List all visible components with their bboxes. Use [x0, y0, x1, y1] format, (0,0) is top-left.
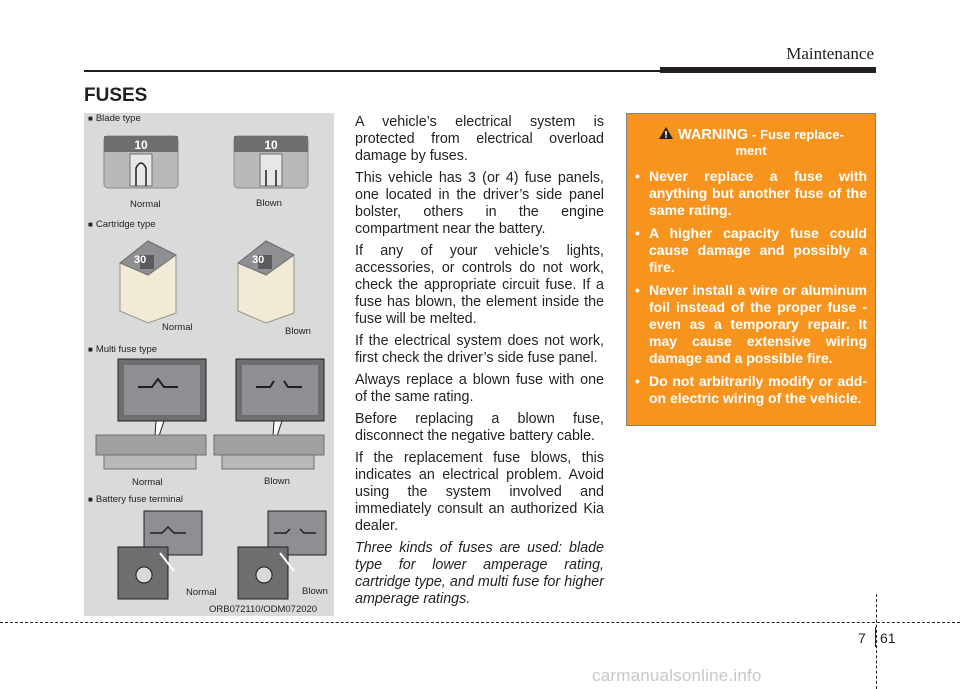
label-cartridge-normal: Normal: [162, 322, 193, 333]
label-blade-type: ■ Blade type: [88, 113, 141, 124]
blade-blown-value: 10: [264, 138, 278, 152]
blade-fuse-normal-image: [100, 132, 182, 194]
watermark-text: carmanualsonline.info: [592, 666, 762, 685]
label-multi-fuse-type: ■ Multi fuse type: [88, 344, 158, 355]
label-blade-normal: Normal: [130, 199, 161, 210]
cartridge-fuse-normal-image: [112, 233, 184, 325]
warning-box: [626, 113, 876, 426]
body-paragraph: This vehicle has 3 (or 4) fuse panels, one located in the driver’s side panel bolster, others in the engine compartment near the battery.: [355, 170, 604, 237]
body-paragraph: If any of your vehicle’s lights, accessories, or controls do not work, check the appropriate circuit fuse. If a fuse has blown, the element inside the fuse will be melted.: [355, 243, 604, 327]
label-battery-normal: Normal: [186, 587, 217, 598]
cartridge-blown-value: 30: [252, 254, 265, 266]
warning-item: • Never replace a fuse with anything but another fuse of the same rating.: [635, 168, 867, 219]
blade-normal-value: 10: [134, 138, 148, 152]
label-cartridge-blown: Blown: [285, 326, 311, 337]
header-bar: [660, 67, 876, 73]
body-paragraph: If the electrical system does not work, first check the driver’s side fuse panel.: [355, 333, 604, 366]
warning-list: [635, 168, 867, 407]
label-battery-blown: Blown: [302, 586, 328, 597]
page-number-separator: [875, 627, 876, 647]
body-italic-note: Three kinds of fuses are used: blade type for lower amperage rating, cartridge type, and multi fuse for higher amperage ratings.: [355, 540, 604, 607]
body-paragraph: If the replacement fuse blows, this indicates an electrical problem. Avoid using the system involved and immediately consult an authorized Kia dealer.: [355, 450, 604, 534]
warning-heading: [627, 126, 875, 159]
section-title: FUSES: [84, 85, 148, 106]
warning-item: • Never install a wire or aluminum foil instead of the proper fuse - even as a temporary repair. It may cause extensive wiring damage and a possible fire.: [635, 282, 867, 367]
multi-fuse-blown-image: [212, 357, 326, 477]
blade-fuse-blown-image: [230, 132, 312, 194]
footer-dashed-line: [0, 622, 960, 623]
cartridge-fuse-blown-image: [230, 233, 302, 325]
warning-triangle-icon: [658, 126, 674, 140]
label-battery-fuse-terminal: ■ Battery fuse terminal: [88, 494, 183, 505]
section-number: 7: [858, 630, 866, 646]
page-number: 61: [880, 630, 896, 646]
warning-subtitle-cont: ment: [735, 143, 767, 158]
footer-vertical-dashed-line: [876, 594, 877, 689]
label-blade-blown: Blown: [256, 198, 282, 209]
body-paragraph: Always replace a blown fuse with one of the same rating.: [355, 372, 604, 405]
cartridge-normal-value: 30: [134, 254, 147, 266]
warning-item: • Do not arbitrarily modify or add-on electric wiring of the vehicle.: [635, 373, 867, 407]
label-cartridge-type: ■ Cartridge type: [88, 219, 156, 230]
warning-item: • A higher capacity fuse could cause damage and possibly a fire.: [635, 225, 867, 276]
figure-caption: ORB072110/ODM072020: [209, 604, 318, 615]
header-section-title: Maintenance: [786, 44, 874, 63]
warning-title: WARNING: [678, 127, 749, 143]
body-paragraph: A vehicle’s electrical system is protected from electrical overload damage by fuses.: [355, 114, 604, 164]
header-rule: [84, 70, 660, 72]
label-multi-normal: Normal: [132, 477, 163, 488]
body-paragraph: Before replacing a blown fuse, disconnect the negative battery cable.: [355, 411, 604, 444]
warning-subtitle: - Fuse replace-: [752, 127, 844, 142]
fuse-types-figure: [84, 113, 334, 616]
multi-fuse-normal-image: [94, 357, 208, 477]
label-multi-blown: Blown: [264, 476, 290, 487]
body-text: [355, 114, 604, 613]
